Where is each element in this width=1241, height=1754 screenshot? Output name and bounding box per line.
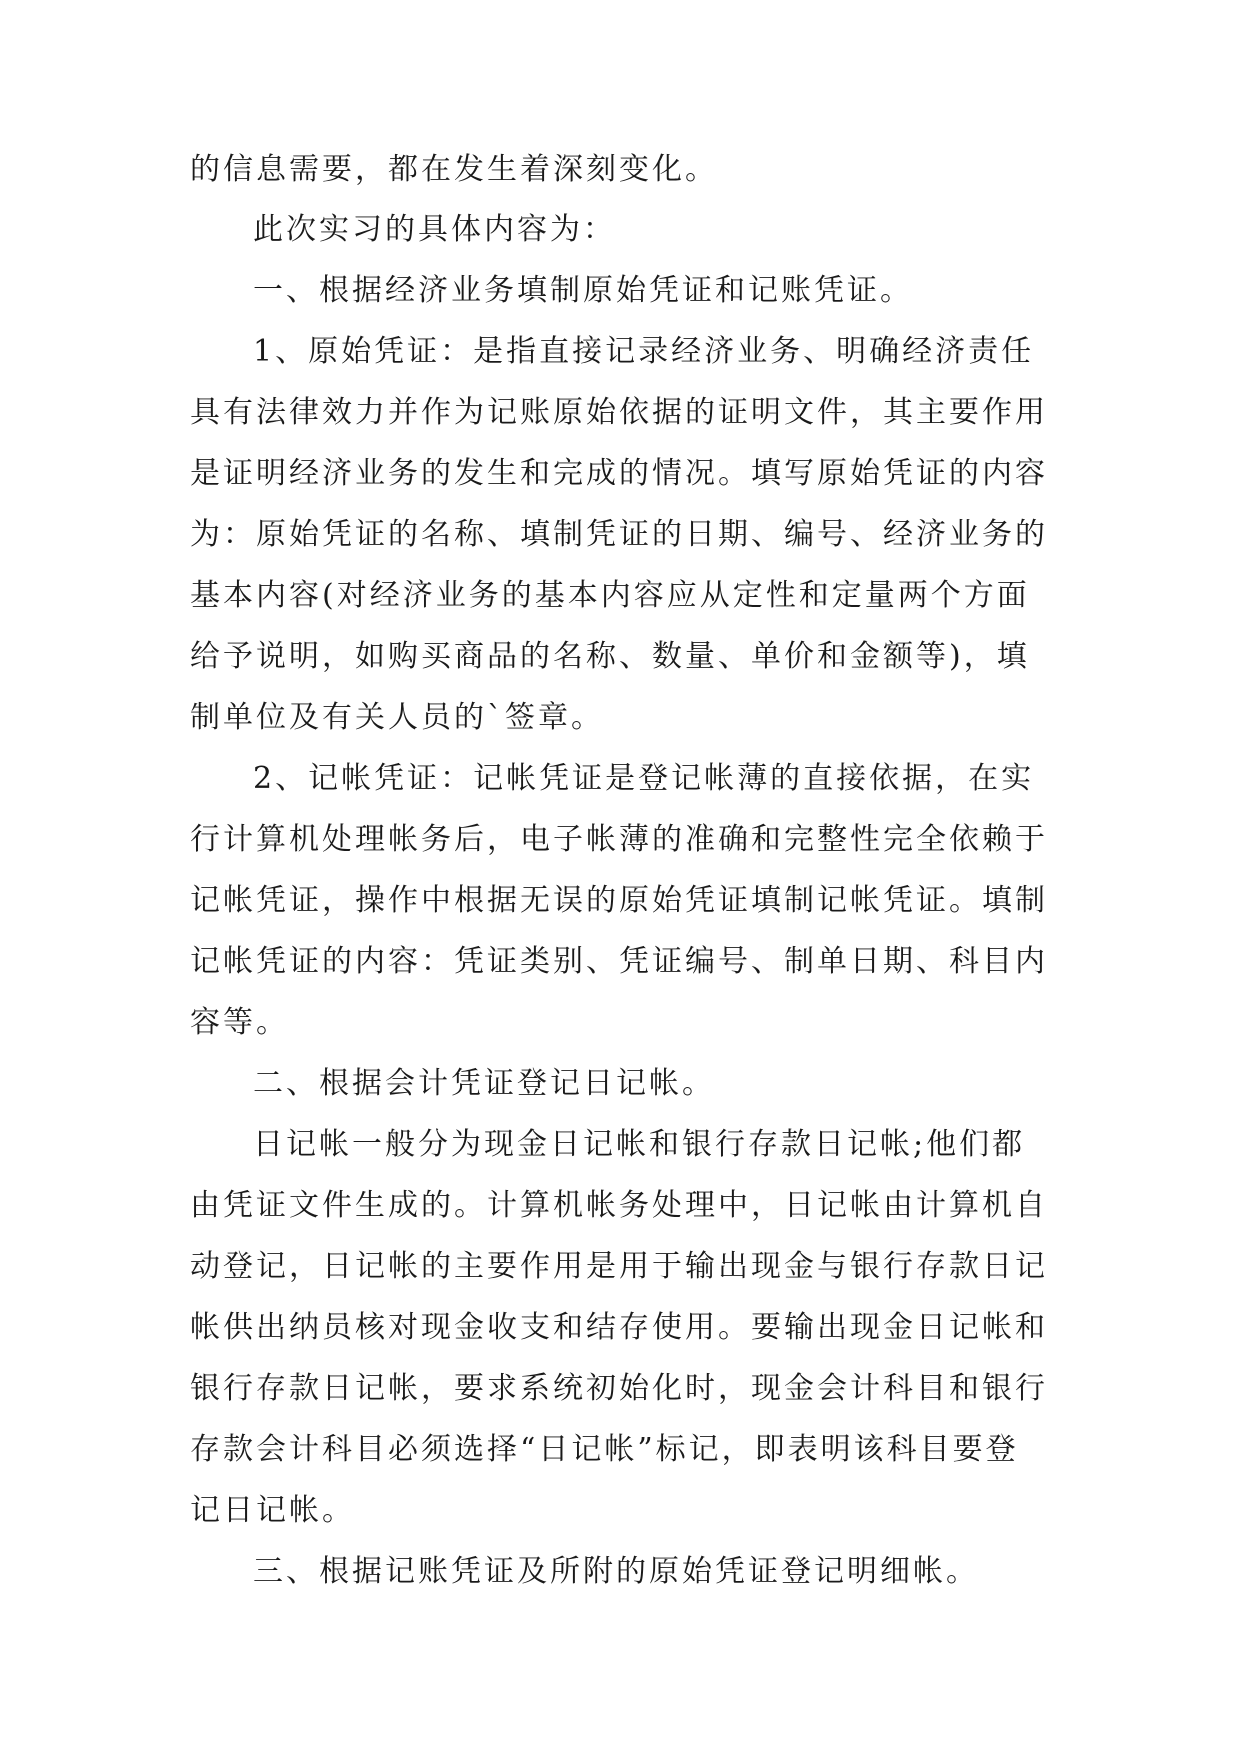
text-line: 是证明经济业务的发生和完成的情况。填写原始凭证的内容 bbox=[190, 456, 1048, 491]
text-line: 具有法律效力并作为记账原始依据的证明文件，其主要作用 bbox=[190, 395, 1048, 430]
text-line: 记日记帐。 bbox=[190, 1493, 355, 1528]
text-line: 1、原始凭证：是指直接记录经济业务、明确经济责任 bbox=[253, 334, 1035, 369]
section-heading: 三、根据记账凭证及所附的原始凭证登记明细帐。 bbox=[253, 1554, 979, 1589]
text-line: 银行存款日记帐，要求系统初始化时，现金会计科目和银行 bbox=[190, 1371, 1048, 1406]
text-line: 2、记帐凭证：记帐凭证是登记帐薄的直接依据，在实 bbox=[253, 761, 1035, 796]
text-line: 帐供出纳员核对现金收支和结存使用。要输出现金日记帐和 bbox=[190, 1310, 1048, 1345]
section-heading: 二、根据会计凭证登记日记帐。 bbox=[253, 1066, 715, 1101]
text-line: 日记帐一般分为现金日记帐和银行存款日记帐;他们都 bbox=[253, 1127, 1026, 1162]
text-line: 给予说明，如购买商品的名称、数量、单价和金额等)，填 bbox=[190, 639, 1030, 674]
text-line: 制单位及有关人员的`签章。 bbox=[190, 700, 604, 735]
text-line: 存款会计科目必须选择“日记帐”标记，即表明该科目要登 bbox=[190, 1432, 1019, 1467]
section-heading: 一、根据经济业务填制原始凭证和记账凭证。 bbox=[253, 273, 913, 308]
text-line: 的信息需要，都在发生着深刻变化。 bbox=[190, 152, 718, 187]
text-line: 由凭证文件生成的。计算机帐务处理中，日记帐由计算机自 bbox=[190, 1188, 1048, 1223]
text-line: 记帐凭证，操作中根据无误的原始凭证填制记帐凭证。填制 bbox=[190, 883, 1048, 918]
text-line: 基本内容(对经济业务的基本内容应从定性和定量两个方面 bbox=[190, 578, 1030, 613]
text-line: 动登记，日记帐的主要作用是用于输出现金与银行存款日记 bbox=[190, 1249, 1048, 1284]
text-line: 行计算机处理帐务后，电子帐薄的准确和完整性完全依赖于 bbox=[190, 822, 1048, 857]
text-line: 容等。 bbox=[190, 1005, 289, 1040]
text-line: 此次实习的具体内容为： bbox=[253, 212, 616, 247]
text-line: 记帐凭证的内容：凭证类别、凭证编号、制单日期、科目内 bbox=[190, 944, 1048, 979]
text-line: 为：原始凭证的名称、填制凭证的日期、编号、经济业务的 bbox=[190, 517, 1048, 552]
